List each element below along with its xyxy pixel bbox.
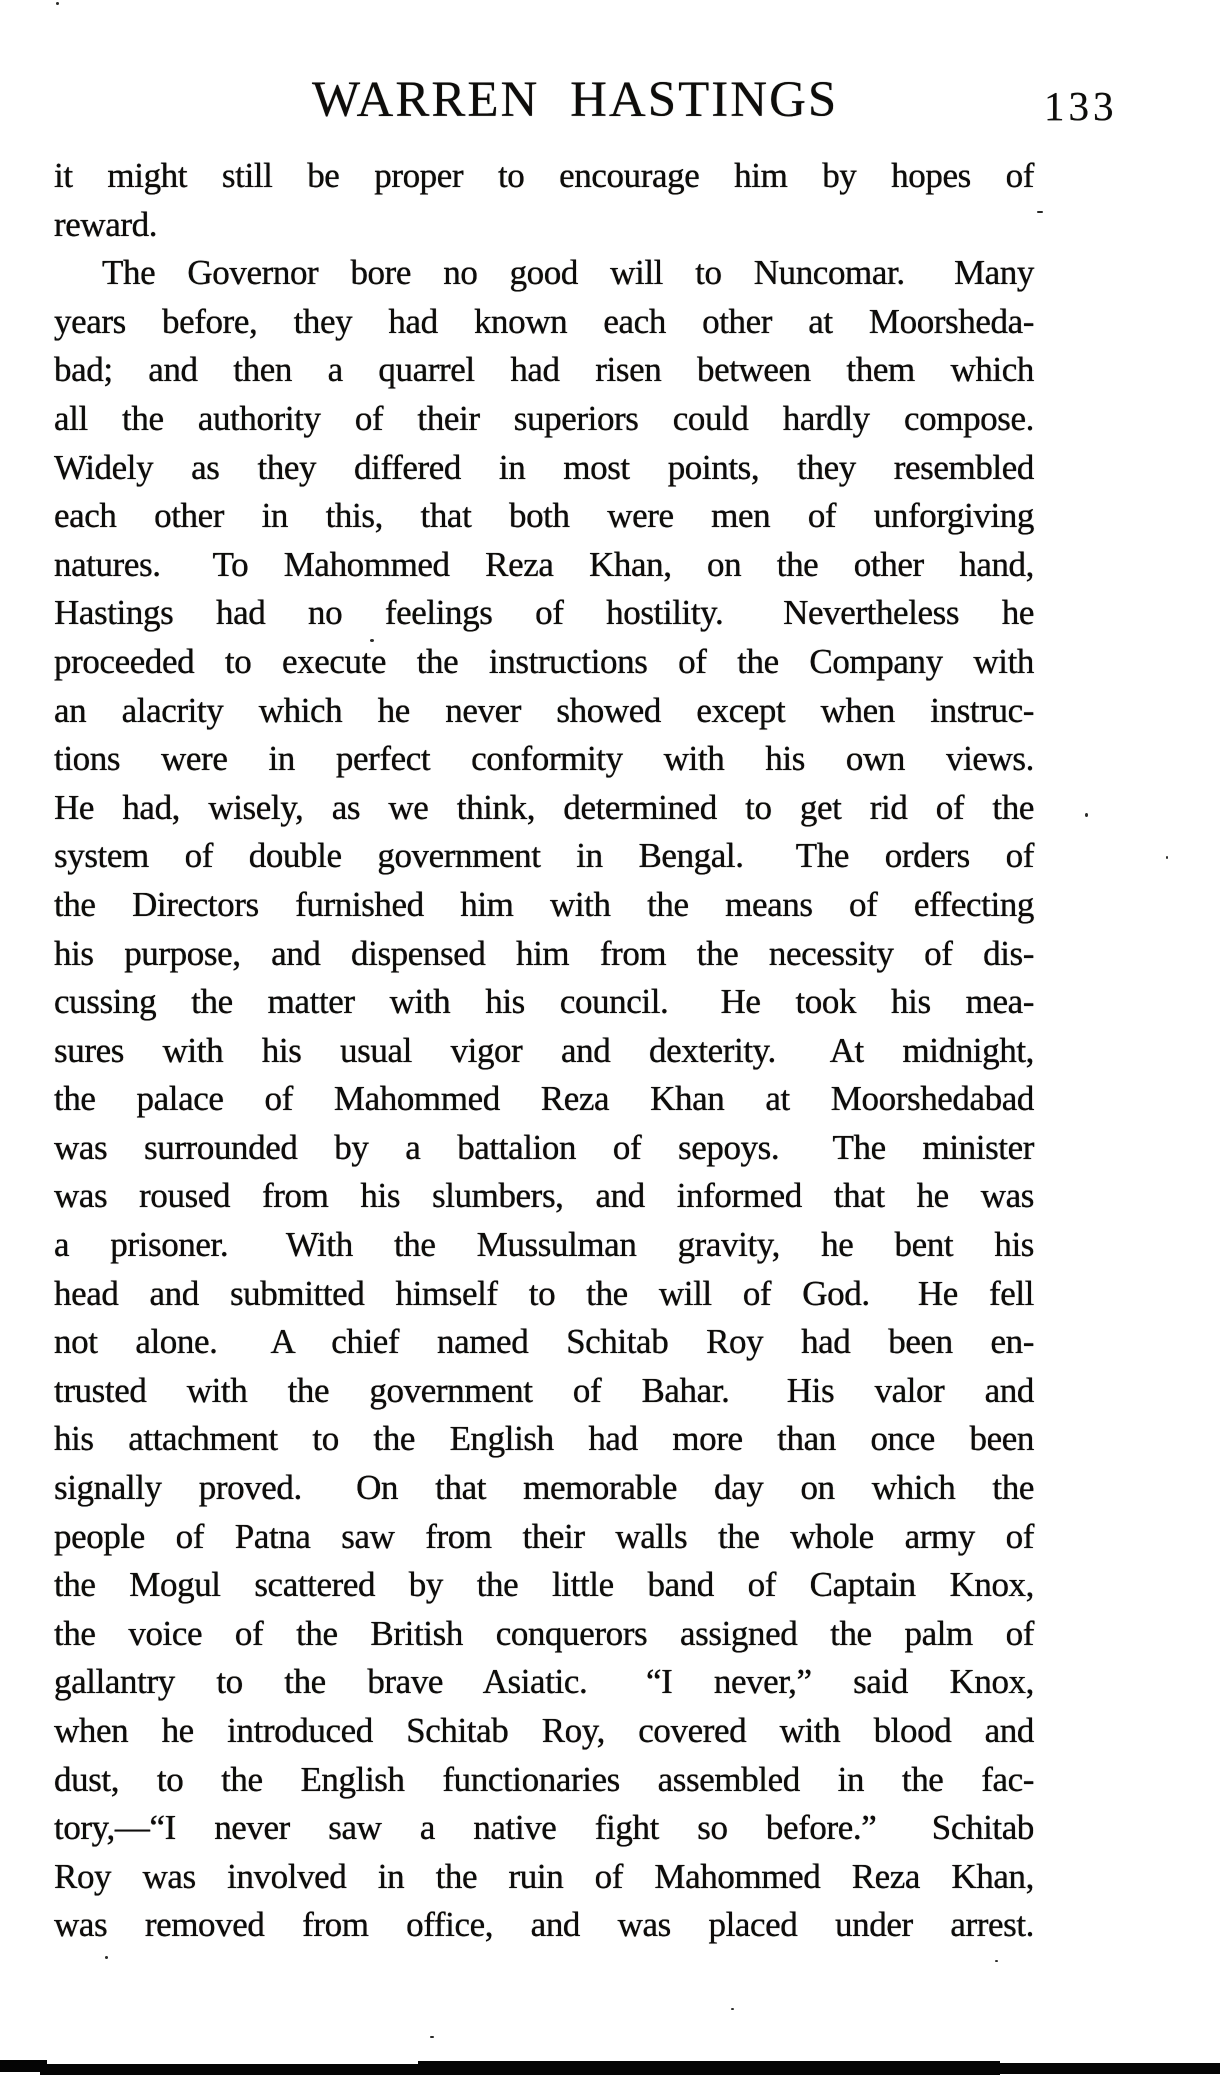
ink-speck [731, 2008, 734, 2010]
text-line: it might still be proper to encourage him by hopes of [54, 156, 1034, 195]
text-line: proceeded to execute the instructions of the Company with [54, 641, 1034, 681]
ink-speck [56, 2, 59, 5]
text-line: not alone. A chief named Schitab Roy had been en- [54, 1322, 1034, 1362]
page-number: 133 [1044, 83, 1118, 129]
text-line: people of Patna saw from their walls the whole army of [54, 1516, 1034, 1556]
text-line: head and submitted himself to the will of God. He fell [54, 1273, 1034, 1313]
text-line: system of double government in Bengal. The orders of [54, 836, 1034, 876]
text-line: bad; and then a quarrel had risen between them which [54, 350, 1034, 390]
scan-edge-bar [40, 2064, 425, 2075]
text-line: Hastings had no feelings of hostility. Nevertheless he [54, 593, 1034, 633]
text-line: all the authority of their superiors could hardly compose. [54, 398, 1034, 438]
text-line: natures. To Mahommed Reza Khan, on the other hand, [54, 544, 1034, 584]
text-line: the voice of the British conquerors assigned the palm of [54, 1613, 1034, 1653]
text-line: gallantry to the brave Asiatic. “I never,” said Knox, [54, 1662, 1034, 1702]
body-text-block [54, 152, 1034, 1950]
text-line: trusted with the government of Bahar. His valor and [54, 1370, 1034, 1410]
text-line: years before, they had known each other at Moorsheda- [54, 301, 1034, 341]
ink-speck [1037, 211, 1043, 213]
text-line: was removed from office, and was placed under arrest. [54, 1905, 1034, 1945]
text-line: was roused from his slumbers, and informed that he was [54, 1176, 1034, 1216]
ink-speck [995, 1960, 998, 1962]
text-line: signally proved. On that memorable day on which the [54, 1468, 1034, 1508]
text-line: an alacrity which he never showed except when instruc- [54, 690, 1034, 730]
scan-edge-bar [418, 2061, 1000, 2075]
text-line: The Governor bore no good will to Nuncomar. Many [102, 253, 1034, 293]
text-line: the Mogul scattered by the little band of Captain Knox, [54, 1565, 1034, 1605]
text-line: tory,—“I never saw a native fight so before.” Schitab [54, 1808, 1034, 1848]
text-line: tions were in perfect conformity with his own views. [54, 739, 1034, 779]
text-line: cussing the matter with his council. He took his mea- [54, 982, 1034, 1022]
text-line: Roy was involved in the ruin of Mahommed Reza Khan, [54, 1856, 1034, 1896]
text-line: reward. [54, 204, 158, 244]
ink-speck [1085, 813, 1088, 817]
text-line: his purpose, and dispensed him from the necessity of dis- [54, 933, 1034, 973]
text-line: the Directors furnished him with the means of effecting [54, 884, 1034, 924]
text-line: dust, to the English functionaries assembled in the fac- [54, 1759, 1034, 1799]
text-line: his attachment to the English had more than once been [54, 1419, 1034, 1459]
running-head-title: WARREN HASTINGS [312, 72, 839, 128]
text-line: a prisoner. With the Mussulman gravity, he bent his [54, 1225, 1034, 1265]
text-line: was surrounded by a battalion of sepoys. The minister [54, 1127, 1034, 1167]
text-line: sures with his usual vigor and dexterity. At midnight, [54, 1030, 1034, 1070]
scan-edge-bar [995, 2063, 1220, 2074]
ink-speck [370, 639, 374, 642]
ink-speck [430, 2036, 434, 2038]
text-line: each other in this, that both were men of unforgiving [54, 496, 1034, 536]
text-line: He had, wisely, as we think, determined to get rid of the [54, 787, 1034, 827]
ink-speck [105, 1956, 108, 1959]
text-line: the palace of Mahommed Reza Khan at Moorshedabad [54, 1079, 1034, 1119]
text-line: when he introduced Schitab Roy, covered with blood and [54, 1711, 1034, 1750]
ink-speck [1166, 856, 1168, 859]
text-line: Widely as they differed in most points, they resembled [54, 447, 1034, 487]
